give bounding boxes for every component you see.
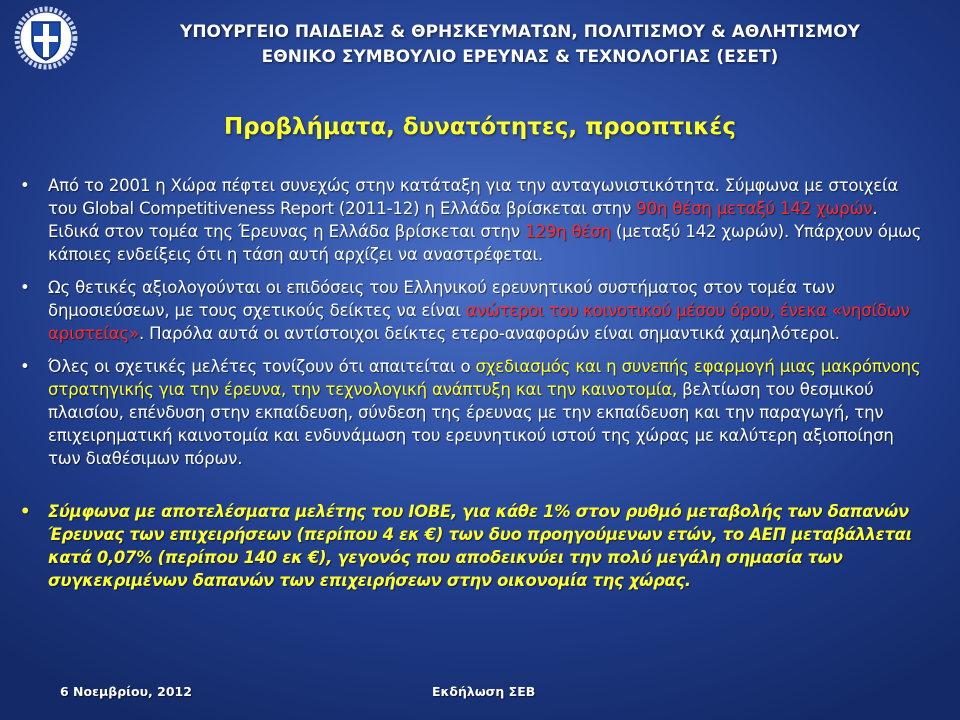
- bullet-marker: •: [20, 357, 30, 376]
- footer-date: 6 Νοεμβρίου, 2012: [60, 684, 192, 699]
- council-name: ΕΘΝΙΚΟ ΣΥΜΒΟΥΛΙΟ ΕΡΕΥΝΑΣ & ΤΕΧΝΟΛΟΓΙΑΣ (ΕΣΕΤ): [261, 47, 779, 67]
- greek-coat-of-arms-icon: [14, 6, 78, 70]
- bullet-text: Όλες οι σχετικές μελέτες τονίζουν ότι απαιτείται ο: [48, 357, 476, 376]
- bullet-text: Ως θετικές αξιολογούνται οι επιδόσεις του Ελληνικού ερευνητικού συστήματος στον τομέα των δημοσιεύσεων, με τους σχετικούς δείκτες να είναι: [48, 278, 835, 320]
- highlight-rank-overall: 90η θέση μεταξύ 142 χωρών: [636, 199, 873, 218]
- ministry-header: [100, 20, 940, 70]
- highlight-rank-research: 129η θέση: [524, 222, 611, 241]
- highlight-excellence: ανώτεροι του κοινοτικού μέσου όρου, ένεκα «νησίδων αριστείας»: [48, 301, 910, 343]
- bullet-strategy: [20, 355, 930, 470]
- slide-title: Προβλήματα, δυνατότητες, προοπτικές: [224, 114, 736, 140]
- highlight-strategy: σχεδιασμός και η συνεπής εφαρμογή μιας μακρόπνοης στρατηγικής για την έρευνα, την τεχνολογική ανάπτυξη και την καινοτομία,: [48, 357, 921, 399]
- footer-event: Εκδήλωση ΣΕΒ: [432, 684, 536, 699]
- bullet-text: Σύμφωνα με αποτελέσματα μελέτης του ΙΟΒΕ, για κάθε 1% στον ρυθμό μεταβολής των δαπανών Έρευνας των επιχειρήσεων (περίπου 4 εκ €) των δυο προηγούμενων ετών, το ΑΕΠ μεταβάλλεται κατά 0,07% (περίπου 140 εκ €), γεγονός που αποδεικνύει την πολύ μεγάλη σημασία των συγκεκριμένων δαπανών των επιχειρήσεων στην οικονομία της χώρας.: [48, 502, 912, 590]
- bullet-text: . Ειδικά στον τομέα της Έρευνας η Ελλάδα βρίσκεται στην: [48, 199, 878, 241]
- ministry-name: ΥΠΟΥΡΓΕΙΟ ΠΑΙΔΕΙΑΣ & ΘΡΗΣΚΕΥΜΑΤΩΝ, ΠΟΛΙΤΙΣΜΟΥ & ΑΘΛΗΤΙΣΜΟΥ: [180, 22, 860, 42]
- bullet-competitiveness: [20, 174, 930, 266]
- bullet-iobe-study: [20, 500, 930, 592]
- bullet-text: . Παρόλα αυτά οι αντίστοιχοι δείκτες ετερο-αναφορών είναι σημαντικά χαμηλότεροι.: [139, 324, 840, 343]
- bullet-marker: •: [20, 278, 30, 297]
- bullet-text: (μεταξύ 142 χωρών). Υπάρχουν όμως κάποιες ενδείξεις ότι η τάση αυτή αρχίζει να αναστρέφεται.: [48, 222, 922, 264]
- bullet-marker: •: [20, 176, 30, 195]
- bullet-marker: •: [20, 502, 31, 521]
- bullet-publications: [20, 276, 930, 345]
- bullet-text: Από το 2001 η Χώρα πέφτει συνεχώς στην κατάταξη για την ανταγωνιστικότητα. Σύμφωνα με στοιχεία του Global Competitiveness Report (2011-12) η Ελλάδα βρίσκεται στην: [48, 176, 899, 218]
- bullet-text: βελτίωση του θεσμικού πλαισίου, επένδυση στην εκπαίδευση, σύνδεση της έρευνας με την εκπαίδευση και την παραγωγή, την επιχειρηματική καινοτομία και ενδυνάμωση του ερευνητικού ιστού της χώρας με καλύτερη αξιοποίηση των διαθέσιμων πόρων.: [48, 380, 894, 468]
- bullet-list: [20, 174, 930, 602]
